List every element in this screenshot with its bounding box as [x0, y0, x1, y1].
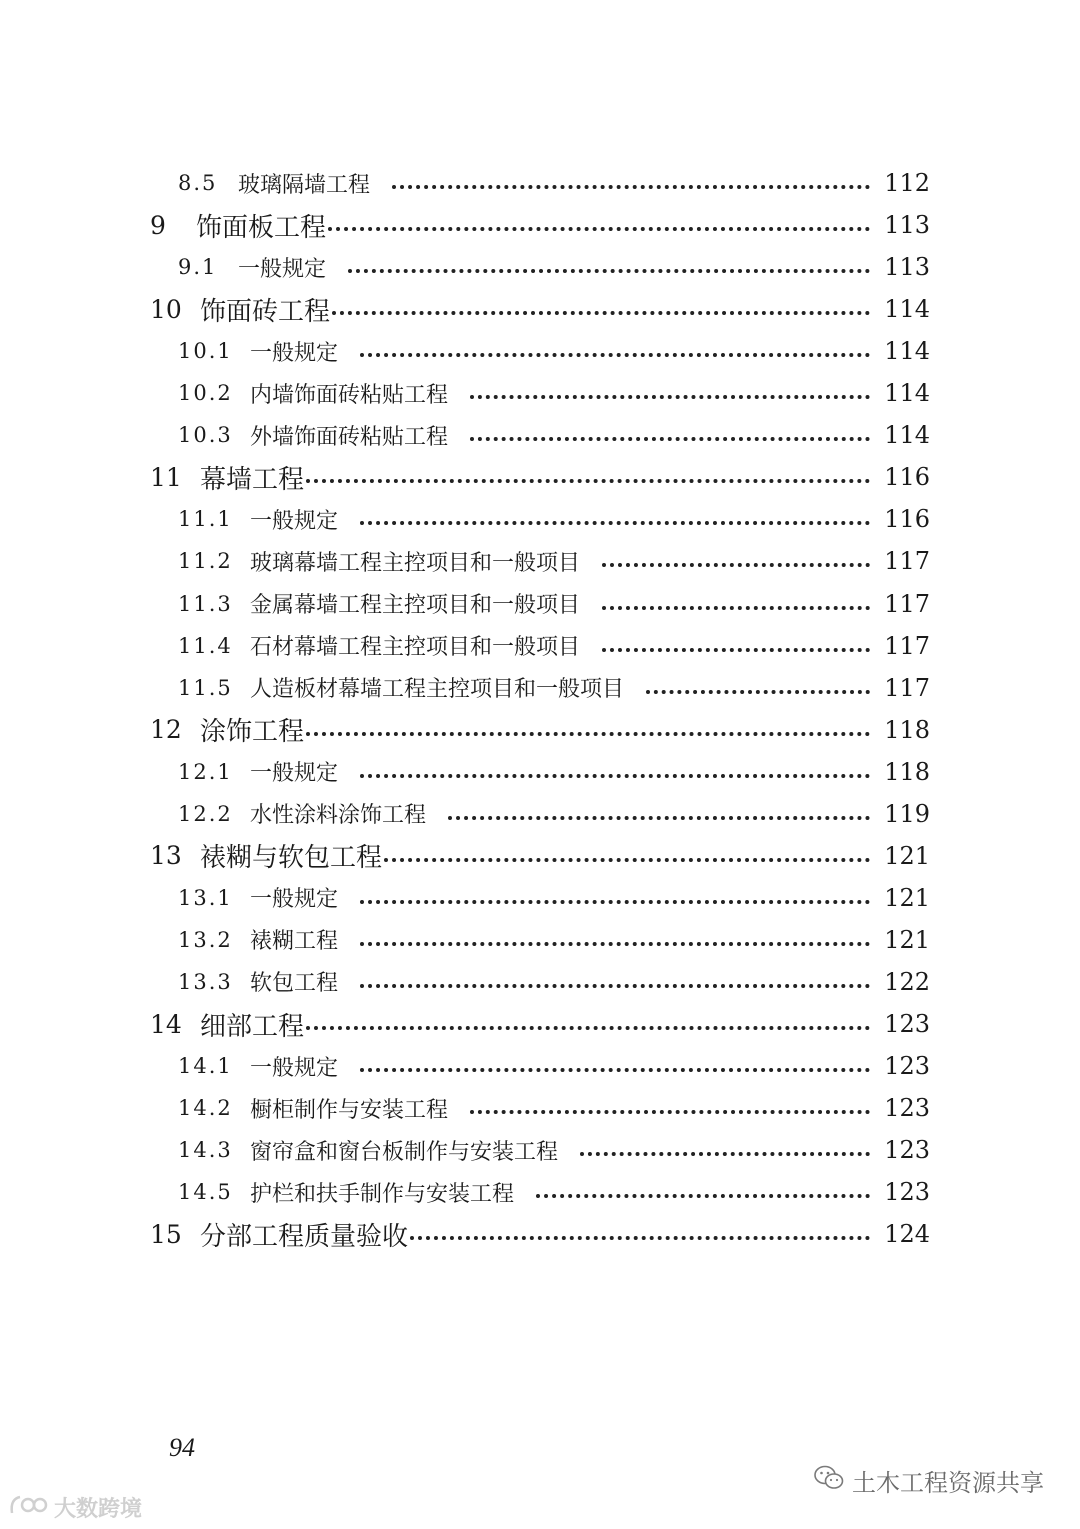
toc-section-row: [0, 626, 1080, 666]
toc-entry-page: 117: [884, 589, 930, 618]
toc-entry-title: 饰面砖工程: [200, 296, 331, 327]
watermark-left: [8, 1492, 142, 1523]
toc-dot-leader: [410, 1236, 870, 1240]
toc-entry-number: 10.1: [178, 339, 233, 364]
toc-dot-leader: [306, 1026, 870, 1030]
toc-entry-title: 人造板材幕墙工程主控项目和一般项目: [250, 677, 625, 703]
toc-entry-title: 涂饰工程: [200, 717, 305, 748]
toc-entry-title: 玻璃隔墙工程: [238, 172, 371, 198]
toc-entry-page: 122: [884, 967, 930, 996]
toc-dot-leader: [360, 984, 870, 988]
toc-chapter-row: [0, 1004, 1080, 1044]
toc-dot-leader: [536, 1194, 870, 1198]
toc-dot-leader: [448, 816, 870, 820]
page-number: 94: [169, 1433, 195, 1462]
watermark-left-text: 大数跨境: [54, 1497, 143, 1522]
toc-section-row: [0, 499, 1080, 539]
toc-dot-leader: [348, 269, 870, 273]
toc-entry-page: 113: [884, 211, 930, 240]
toc-entry-number: 10: [150, 294, 182, 324]
toc-entry-number: 9: [150, 210, 166, 240]
toc-section-row: [0, 331, 1080, 371]
toc-dot-leader: [580, 1152, 870, 1156]
toc-entry-number: 11.3: [178, 591, 233, 616]
toc-entry-title: 裱糊工程: [250, 929, 339, 955]
toc-entry-page: 114: [884, 421, 930, 450]
toc-section-row: [0, 163, 1080, 203]
toc-entry-number: 14.5: [178, 1180, 233, 1205]
toc-section-row: [0, 584, 1080, 624]
toc-entry-title: 一般规定: [250, 1055, 339, 1081]
toc-chapter-row: [0, 205, 1080, 245]
toc-section-row: [0, 415, 1080, 455]
toc-dot-leader: [328, 227, 870, 231]
toc-entry-number: 11: [150, 462, 182, 492]
toc-entry-number: 11.5: [178, 675, 233, 700]
toc-entry-title: 幕墙工程: [200, 464, 305, 495]
toc-section-row: [0, 752, 1080, 792]
toc-entry-title: 一般规定: [250, 508, 339, 534]
toc-dot-leader: [360, 900, 870, 904]
toc-entry-number: 8.5: [178, 171, 218, 195]
toc-entry-page: 117: [884, 547, 930, 576]
toc-entry-page: 118: [884, 757, 930, 786]
toc-entry-title: 分部工程质量验收: [200, 1221, 409, 1252]
toc-entry-title: 外墙饰面砖粘贴工程: [250, 424, 449, 450]
toc-dot-leader: [470, 395, 870, 399]
toc-entry-title: 内墙饰面砖粘贴工程: [250, 382, 449, 408]
toc-section-row: [0, 668, 1080, 708]
toc-chapter-row: [0, 836, 1080, 876]
toc-entry-number: 13: [150, 841, 182, 871]
toc-entry-title: 水性涂料涂饰工程: [250, 803, 427, 829]
toc-entry-number: 14.1: [178, 1054, 233, 1079]
toc-section-row: [0, 878, 1080, 918]
toc-section-row: [0, 1046, 1080, 1086]
toc-entry-page: 119: [884, 799, 930, 828]
toc-dot-leader: [306, 732, 870, 736]
toc-section-row: [0, 541, 1080, 581]
toc-dot-leader: [646, 690, 870, 694]
wechat-icon: [814, 1465, 844, 1497]
toc-entry-title: 玻璃幕墙工程主控项目和一般项目: [250, 550, 581, 576]
toc-entry-title: 一般规定: [250, 340, 339, 366]
toc-entry-page: 112: [884, 169, 930, 197]
toc-entry-title: 窗帘盒和窗台板制作与安装工程: [250, 1139, 559, 1165]
toc-entry-title: 一般规定: [250, 761, 339, 787]
toc-entry-title: 一般规定: [238, 256, 327, 282]
toc-entry-title: 软包工程: [250, 971, 339, 997]
toc-entry-page: 121: [884, 841, 930, 870]
toc-entry-title: 石材幕墙工程主控项目和一般项目: [250, 635, 581, 661]
toc-entry-page: 121: [884, 883, 930, 912]
toc-dot-leader: [602, 563, 870, 567]
toc-entry-page: 114: [884, 379, 930, 408]
toc-entry-number: 14.2: [178, 1096, 233, 1121]
toc-dot-leader: [306, 479, 870, 483]
toc-entry-page: 116: [884, 463, 930, 492]
toc-entry-number: 13.3: [178, 969, 233, 994]
toc-entry-number: 11.4: [178, 633, 233, 658]
toc-entry-number: 10.3: [178, 423, 233, 448]
toc-entry-number: 12: [150, 715, 182, 745]
toc-entry-number: 12.2: [178, 801, 233, 826]
toc-entry-page: 121: [884, 925, 930, 954]
toc-section-row: [0, 373, 1080, 413]
toc-entry-title: 金属幕墙工程主控项目和一般项目: [250, 593, 581, 618]
toc-dot-leader: [602, 606, 870, 610]
brand-logo-icon: [8, 1493, 48, 1523]
toc-entry-page: 114: [884, 295, 930, 324]
toc-entry-page: 113: [884, 253, 930, 282]
toc-entry-title: 一般规定: [250, 887, 339, 913]
toc-entry-page: 118: [884, 715, 930, 744]
toc-dot-leader: [360, 521, 870, 525]
toc-chapter-row: [0, 710, 1080, 750]
toc-entry-number: 14: [150, 1009, 182, 1039]
toc-entry-page: 123: [884, 1136, 930, 1165]
toc-dot-leader: [384, 858, 870, 862]
toc-dot-leader: [360, 1068, 870, 1072]
toc-dot-leader: [470, 437, 870, 441]
toc-section-row: [0, 962, 1080, 1002]
toc-entry-number: 13.2: [178, 927, 233, 952]
toc-section-row: [0, 794, 1080, 834]
toc-entry-number: 9.1: [178, 255, 218, 280]
toc-section-row: [0, 1088, 1080, 1128]
toc-entry-page: 123: [884, 1052, 930, 1081]
toc-entry-title: 饰面板工程: [196, 212, 327, 243]
watermark-right: [814, 1463, 1044, 1498]
toc-entry-number: 13.1: [178, 885, 233, 910]
watermark-right-text: 土木工程资源共享: [852, 1469, 1044, 1497]
toc-chapter-row: [0, 457, 1080, 497]
toc-dot-leader: [602, 648, 870, 652]
toc-entry-page: 116: [884, 505, 930, 534]
toc-dot-leader: [332, 311, 870, 315]
toc-entry-page: 114: [884, 337, 930, 366]
toc-entry-title: 细部工程: [200, 1011, 305, 1042]
toc-entry-page: 117: [884, 631, 930, 660]
toc-entry-title: 护栏和扶手制作与安装工程: [250, 1181, 515, 1207]
toc-entry-number: 11.2: [178, 549, 233, 574]
toc-entry-page: 124: [884, 1220, 930, 1249]
toc-entry-page: 123: [884, 1094, 930, 1123]
toc-dot-leader: [360, 774, 870, 778]
toc-dot-leader: [392, 185, 870, 189]
toc-entry-page: 123: [884, 1010, 930, 1038]
toc-section-row: [0, 920, 1080, 960]
toc-entry-number: 11.1: [178, 507, 233, 532]
toc-entry-number: 10.2: [178, 381, 233, 406]
toc-entry-page: 117: [884, 673, 930, 702]
toc-section-row: [0, 1130, 1080, 1170]
toc-entry-number: 14.3: [178, 1138, 233, 1163]
toc-entry-title: 裱糊与软包工程: [200, 843, 383, 874]
toc-entry-number: 12.1: [178, 759, 233, 784]
toc-section-row: [0, 1172, 1080, 1212]
toc-entry-title: 橱柜制作与安装工程: [250, 1097, 449, 1123]
toc-section-row: [0, 247, 1080, 287]
toc-chapter-row: [0, 1214, 1080, 1254]
toc-entry-number: 15: [150, 1219, 182, 1249]
toc-chapter-row: [0, 289, 1080, 329]
toc-dot-leader: [360, 942, 870, 946]
toc-dot-leader: [470, 1110, 870, 1114]
toc-dot-leader: [360, 353, 870, 357]
toc-entry-page: 123: [884, 1178, 930, 1207]
